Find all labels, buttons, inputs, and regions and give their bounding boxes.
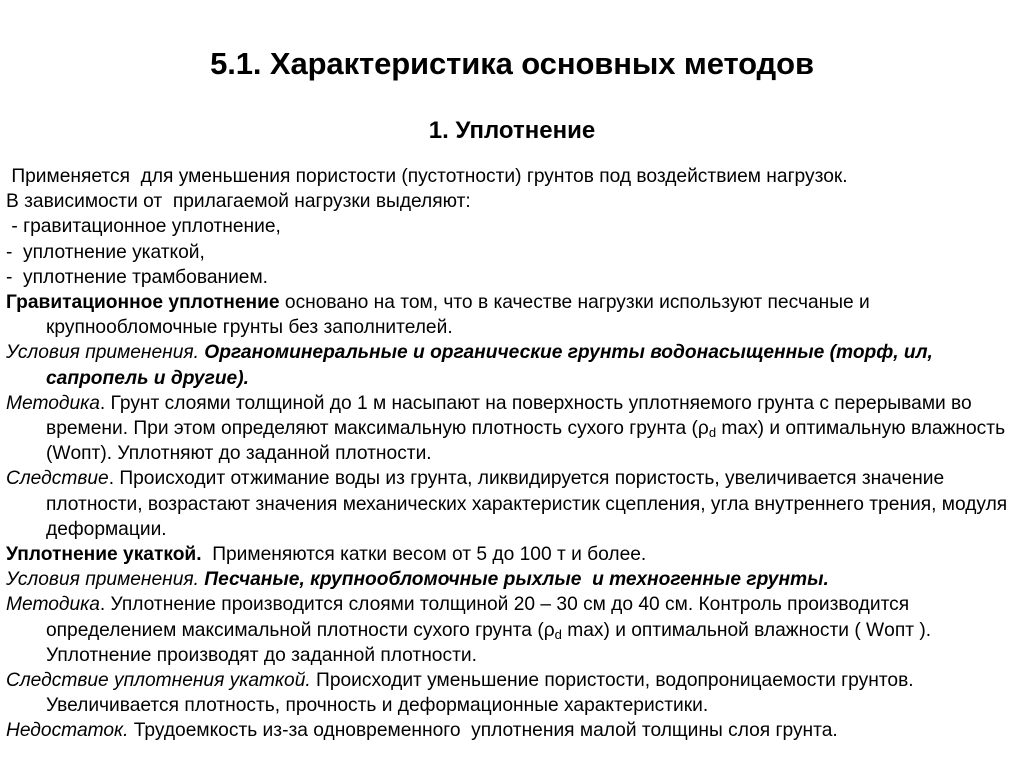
- rolling-method-body-1: . Уплотнение производится слоями толщиной 20 – 30 см до 40 см. Контроль производится определением максимальной плотности сухого грунта (ρ: [46, 594, 915, 641]
- body-content: [6, 164, 1020, 744]
- paragraph-gravity-method: [6, 391, 1020, 467]
- gravity-definition-body: основано на том, что в качестве нагрузки используют песчаные и крупнообломочные грунты без заполнителей.: [46, 292, 876, 339]
- paragraph-rolling-method: [6, 592, 1020, 668]
- paragraph-rolling-effect: [6, 668, 1020, 718]
- drawback-body: Трудоемкость из-за одновременного уплотнения малой толщины слоя грунта.: [128, 720, 838, 742]
- paragraph-intro-1: [6, 164, 1020, 189]
- rolling-definition-lead: Уплотнение укаткой.: [6, 544, 202, 566]
- paragraph-gravity-definition: [6, 290, 1020, 340]
- gravity-conditions-lead: Условия применения.: [6, 342, 199, 364]
- rolling-definition-body: Применяются катки весом от 5 до 100 т и более.: [201, 544, 647, 566]
- rolling-conditions-lead: Условия применения.: [6, 569, 199, 591]
- list-item-gravity-text: - гравитационное уплотнение,: [6, 216, 281, 238]
- rolling-effect-body: Происходит уменьшение пористости, водопроницаемости грунтов. Увеличивается плотность, прочность и деформационные характеристики.: [46, 670, 919, 717]
- list-item-tamping-text: - уплотнение трамбованием.: [6, 266, 268, 288]
- list-item-gravity: [6, 214, 1020, 239]
- intro-line-1-text: Применяется для уменьшения пористости (пустотности) грунтов под воздействием нагрузок.: [6, 166, 848, 187]
- paragraph-rolling-conditions: [6, 567, 1020, 592]
- intro-line-2-text: В зависимости от прилагаемой нагрузки выделяют:: [6, 191, 471, 213]
- paragraph-gravity-conditions: [6, 340, 1020, 390]
- page-title: 5.1. Характеристика основных методов: [210, 45, 814, 81]
- gravity-method-subscript-d: d: [708, 424, 717, 440]
- drawback-lead: Недостаток.: [6, 720, 129, 742]
- gravity-effect-lead: Следствие: [6, 468, 109, 490]
- paragraph-gravity-effect: [6, 466, 1020, 542]
- list-item-rolling: [6, 240, 1020, 265]
- list-item-rolling-text: - уплотнение укаткой,: [6, 241, 205, 263]
- rolling-conditions-body: Песчаные, крупнообломочные рыхлые и техногенные грунты.: [198, 569, 829, 591]
- paragraph-drawback: [6, 718, 1020, 743]
- gravity-method-body-2: max) и оптимальную влажность (Wопт). Уплотняют до заданной плотности.: [46, 418, 1011, 465]
- rolling-method-body-2: max) и оптимальной влажности ( Wопт ). Уплотнение производят до заданной плотности.: [46, 619, 937, 666]
- list-item-tamping: [6, 265, 1020, 290]
- paragraph-rolling-definition: [6, 542, 1020, 567]
- gravity-definition-lead: Гравитационное уплотнение: [6, 292, 280, 314]
- section-subtitle: 1. Уплотнение: [428, 116, 596, 144]
- gravity-effect-body: . Происходит отжимание воды из грунта, ликвидируется пористость, увеличивается значение плотности, возрастают значения механических характеристик сцепления, угла внутреннего трения, модуля деформации.: [46, 468, 1013, 540]
- rolling-method-lead: Методика: [6, 594, 100, 616]
- rolling-method-subscript-d: d: [554, 626, 562, 642]
- gravity-method-body-1: . Грунт слоями толщиной до 1 м насыпают на поверхность уплотняемого грунта с перерывами во времени. При этом определяют максимальную плотность сухого грунта (ρ: [46, 392, 978, 440]
- gravity-conditions-body: Органоминеральные и органические грунты водонасыщенные (торф, ил, сапропель и другие).: [46, 342, 939, 389]
- gravity-method-lead: Методика: [6, 392, 100, 414]
- paragraph-intro-2: [6, 189, 1020, 214]
- rolling-effect-lead: Следствие уплотнения укаткой.: [6, 670, 311, 692]
